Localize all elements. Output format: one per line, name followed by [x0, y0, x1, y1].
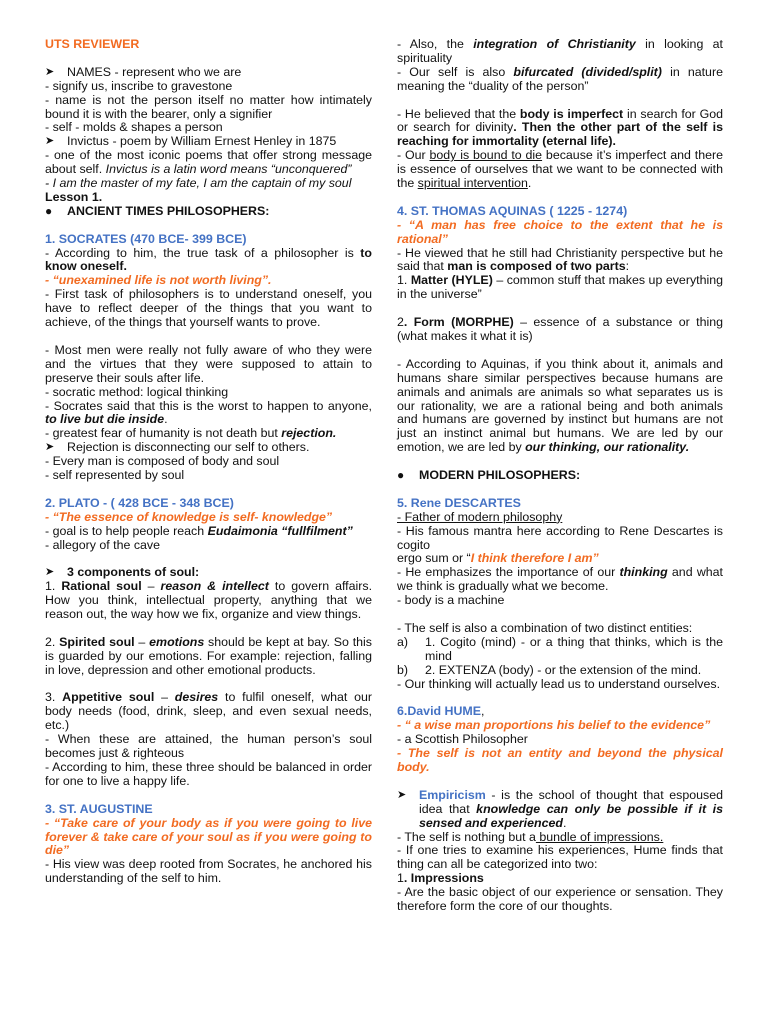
- augustine-line-2: - Also, the integration of Christianity in looking at spirituality: [397, 37, 724, 65]
- descartes-heading: 5. Rene DESCARTES: [397, 495, 521, 510]
- appetitive-soul: 3. Appetitive soul – desires to fulfil oneself, what our body needs (food, drink, sleep, and even sexual needs, etc.): [45, 690, 373, 733]
- names-line-1: - signify us, inscribe to gravestone: [45, 78, 233, 93]
- invictus-bullet: ➤ Invictus - poem by William Ernest Henley in 1875: [45, 134, 337, 149]
- names-bullet: ➤ NAMES - represent who we are: [45, 64, 242, 79]
- descartes-line-6: - The self is also a combination of two distinct entities:: [397, 620, 693, 635]
- plato-line-1: - goal is to help people reach Eudaimonia “fullfilment”: [45, 523, 353, 538]
- socrates-line-5: - Socrates said that this is the worst to happen to anyone, to live but die inside.: [45, 398, 372, 427]
- augustine-line-1: - His view was deep rooted from Socrates, he anchored his understanding of the self to him.: [45, 857, 372, 886]
- hume-line-3: - If one tries to examine his experiences, Hume finds that thing can all be categorized into two:: [397, 843, 723, 872]
- modern-heading: ● MODERN PHILOSOPHERS:: [397, 468, 581, 483]
- plato-line-2: - allegory of the cave: [45, 537, 161, 552]
- socrates-quote: - “unexamined life is not worth living”.: [45, 273, 272, 288]
- augustine-quote: - “Take care of your body as if you were going to live forever & take care of your soul as if you were going to die”: [45, 815, 372, 858]
- hume-quote: - “ a wise man proportions his belief to the evidence”: [397, 718, 711, 733]
- extenza-item: b) 2. EXTENZA (body) - or the extension of the mind.: [397, 662, 702, 677]
- cogito-item: a) 1. Cogito (mind) - or a thing that thinks, which is the mind: [397, 634, 723, 663]
- arrowhead-bullet-icon: ➤: [45, 566, 55, 579]
- descartes-line-2: - His famous mantra here according to Rene Descartes is cogito: [397, 523, 723, 552]
- descartes-line-1: - Father of modern philosophy: [397, 509, 563, 524]
- hume-quote-2: - The self is not an entity and beyond the physical body.: [397, 746, 723, 774]
- aquinas-heading: 4. ST. THOMAS AQUINAS ( 1225 - 1274): [397, 203, 628, 218]
- hume-line-4: - Are the basic object of our experience or sensation. They therefore form the core of our thoughts.: [397, 885, 723, 914]
- arrowhead-bullet-icon: ➤: [45, 65, 55, 78]
- impressions-heading: 1. Impressions: [397, 871, 484, 886]
- left-column: [45, 38, 372, 886]
- augustine-heading: 3. ST. AUGUSTINE: [45, 801, 153, 816]
- hume-line-2: - The self is nothing but a bundle of impressions.: [397, 829, 664, 844]
- socrates-line-3: - Most men were really not fully aware of who they were and the virtues that they were supposed to attain to preserve their souls after life.: [45, 342, 372, 385]
- augustine-line-5: - Our body is bound to die because it’s imperfect and there is essence of ourselves that we want to be connected with the spiritual intervention.: [397, 148, 723, 191]
- right-column: [397, 38, 723, 914]
- invictus-line-1: - one of the most iconic poems that offer strong message about self. Invictus is a latin word means “unconquered”: [45, 148, 372, 177]
- form-morphe: 2. Form (MORPHE) – essence of a substance or thing (what makes it what it is): [397, 315, 723, 343]
- components-bullet: ➤ 3 components of soul:: [45, 565, 200, 580]
- aquinas-quote: - “A man has free choice to the extent that he is rational”: [397, 217, 723, 246]
- hume-line-1: - a Scottish Philosopher: [397, 732, 528, 747]
- rejection-bullet: ➤ Rejection is disconnecting our self to others.: [45, 440, 310, 455]
- socrates-line-4: - socratic method: logical thinking: [45, 384, 229, 399]
- filled-circle-bullet-icon: ●: [397, 468, 405, 483]
- spirited-soul: 2. Spirited soul – emotions should be kept at bay. So this is guarded by our emotions. For example: rejection, falling in love, depression and other emotional products.: [45, 634, 373, 677]
- socrates-line-7: - Every man is composed of body and soul: [45, 454, 280, 469]
- empiricism-bullet: ➤ Empiricism - is the school of thought that espoused idea that knowledge can only be possible if it is sensed and experienced.: [397, 787, 723, 830]
- descartes-line-4: - He emphasizes the importance of our thinking and what we think is gradually what we become.: [397, 565, 723, 594]
- aquinas-line-1: - He viewed that he still had Christianity perspective but he said that man is composed of two parts:: [397, 245, 723, 274]
- socrates-line-6: - greatest fear of humanity is not death but rejection.: [45, 426, 337, 441]
- arrowhead-bullet-icon: ➤: [397, 788, 407, 801]
- aquinas-line-2: - According to Aquinas, if you think about it, animals and humans share similar perspectives because humans are animals and animals are animals so what separates us is our rationality, we are a rational being and both animals and humans are governed by instinct but humans are not just an instinct animal but humans. We are led by our emotion, we are led by our thinking, our rationality.: [397, 356, 723, 455]
- names-line-3: - self - molds & shapes a person: [45, 120, 223, 135]
- descartes-line-3: ergo sum or “I think therefore I am”: [397, 551, 599, 566]
- socrates-heading: 1. SOCRATES (470 BCE- 399 BCE): [45, 231, 247, 246]
- arrowhead-bullet-icon: ➤: [45, 441, 55, 454]
- hume-heading: 6.David HUME,: [397, 704, 485, 719]
- lesson-label: Lesson 1.: [45, 189, 103, 204]
- socrates-line-1: - According to him, the true task of a philosopher is to know oneself.: [45, 245, 372, 274]
- plato-quote: - “The essence of knowledge is self- knowledge”: [45, 509, 333, 524]
- document-title: UTS REVIEWER: [45, 37, 140, 51]
- descartes-line-7: - Our thinking will actually lead us to understand ourselves.: [397, 676, 721, 691]
- socrates-line-2: - First task of philosophers is to understand oneself, you have to reflect deeper of the things that you want to achieve, of the things that yourself wants to prove.: [45, 287, 372, 330]
- augustine-line-4: - He believed that the body is imperfect in search for God or search for divinity. Then the other part of the self is reaching for immortality (eternal life).: [397, 106, 723, 149]
- ancient-heading: ● ANCIENT TIMES PHILOSOPHERS:: [45, 203, 270, 218]
- filled-circle-bullet-icon: ●: [45, 203, 53, 218]
- socrates-line-8: - self represented by soul: [45, 468, 185, 483]
- plato-heading: 2. PLATO - ( 428 BCE - 348 BCE): [45, 495, 234, 510]
- augustine-line-3: - Our self is also bifurcated (divided/split) in nature meaning the “duality of the person”: [397, 64, 723, 93]
- plato-line-4: - According to him, these three should be balanced in order for one to live a happy life.: [45, 760, 372, 788]
- names-line-2: - name is not the person itself no matter how intimately bound it is with the bearer, only a signifier: [45, 92, 372, 121]
- plato-line-3: - When these are attained, the human person’s soul becomes just & righteous: [45, 732, 372, 761]
- descartes-line-5: - body is a machine: [397, 593, 505, 608]
- rational-soul: 1. Rational soul – reason & intellect to govern affairs. How you think, intellectual property, anything that we reason out, the way how we fix, organize and view things.: [45, 579, 373, 622]
- arrowhead-bullet-icon: ➤: [45, 135, 55, 148]
- matter-hyle: 1. Matter (HYLE) – common stuff that makes up everything in the universe”: [397, 273, 724, 302]
- invictus-line-2: - I am the master of my fate, I am the captain of my soul: [45, 176, 352, 191]
